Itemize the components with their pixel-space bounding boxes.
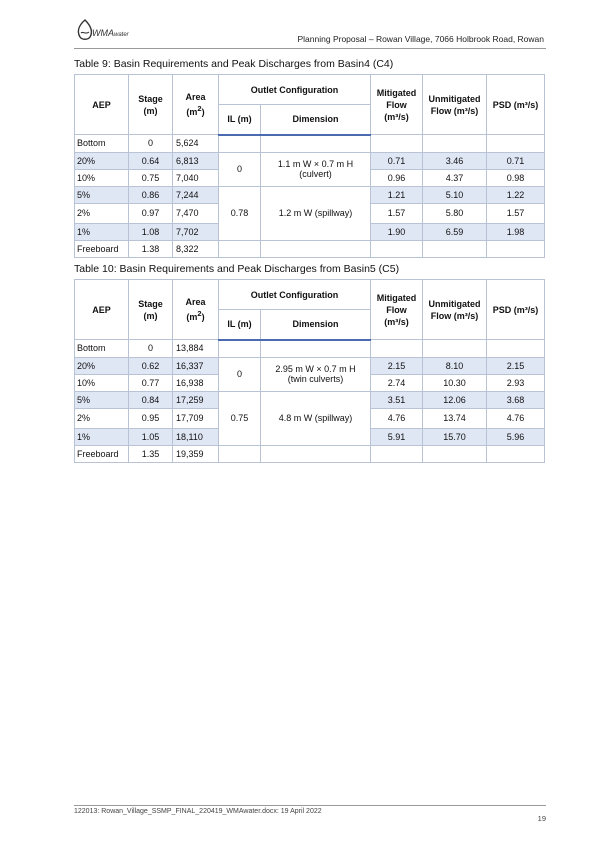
col-unmitigated: Unmitigated Flow (m³/s) bbox=[423, 75, 487, 135]
table-9-caption: Table 9: Basin Requirements and Peak Discharges from Basin4 (C4) bbox=[74, 58, 394, 70]
col-mitigated: Mitigated Flow (m³/s) bbox=[371, 75, 423, 135]
table-row: Bottom 0 13,884 bbox=[75, 340, 545, 358]
col-unmitigated: Unmitigated Flow (m³/s) bbox=[423, 280, 487, 340]
table-row: 1% 1.08 7,702 1.90 6.59 1.98 bbox=[75, 223, 545, 240]
table-row: 10% 0.75 7,040 0.96 4.37 0.98 bbox=[75, 169, 545, 186]
table-row: Bottom 0 5,624 bbox=[75, 135, 545, 153]
table-row: 5% 0.86 7,244 0.78 1.2 m W (spillway) 1.21 5.10 1.22 bbox=[75, 186, 545, 203]
outlet-il: 0 bbox=[219, 152, 261, 186]
col-area: Area $(m^2)$ bbox=[173, 75, 219, 135]
col-aep: AEP bbox=[75, 75, 129, 135]
outlet-dimension: 4.8 m W (spillway) bbox=[261, 391, 371, 445]
logo-text: WMA bbox=[92, 28, 114, 38]
page-header bbox=[74, 16, 546, 49]
table-9 bbox=[74, 74, 545, 258]
table-row: 5% 0.84 17,259 0.75 4.8 m W (spillway) 3.51 12.06 3.68 bbox=[75, 391, 545, 408]
col-outlet-config: Outlet Configuration bbox=[219, 280, 371, 310]
outlet-dimension: 1.1 m W × 0.7 m H (culvert) bbox=[261, 152, 371, 186]
table-10 bbox=[74, 279, 545, 463]
col-il: IL (m) bbox=[219, 310, 261, 340]
page-number: 19 bbox=[537, 814, 546, 823]
table-row: 1% 1.05 18,110 5.91 15.70 5.96 bbox=[75, 428, 545, 445]
col-mitigated: Mitigated Flow (m³/s) bbox=[371, 280, 423, 340]
table-10-caption: Table 10: Basin Requirements and Peak Discharges from Basin5 (C5) bbox=[74, 263, 400, 275]
page-footer bbox=[74, 805, 546, 823]
outlet-il: 0.75 bbox=[219, 391, 261, 445]
footer-document-ref: 122013: Rowan_Village_SSMP_FINAL_220419_WMAwater.docx: 19 April 2022 bbox=[74, 808, 322, 815]
col-dimension: Dimension bbox=[261, 105, 371, 135]
table-row: 20% 0.64 6,813 0 1.1 m W × 0.7 m H (culvert) 0.71 3.46 0.71 bbox=[75, 152, 545, 169]
table-row: Freeboard 1.38 8,322 bbox=[75, 240, 545, 257]
col-stage: Stage (m) bbox=[129, 75, 173, 135]
col-area: Area $(m^2)$ bbox=[173, 280, 219, 340]
company-logo bbox=[74, 18, 144, 44]
col-aep: AEP bbox=[75, 280, 129, 340]
document-title: Planning Proposal – Rowan Village, 7066 Holbrook Road, Rowan bbox=[297, 34, 544, 44]
col-outlet-config: Outlet Configuration bbox=[219, 75, 371, 105]
table-row: Freeboard 1.35 19,359 bbox=[75, 445, 545, 462]
outlet-il: 0 bbox=[219, 357, 261, 391]
col-psd: PSD (m³/s) bbox=[487, 75, 545, 135]
col-il: IL (m) bbox=[219, 105, 261, 135]
logo-subtext: water bbox=[114, 32, 129, 38]
col-dimension: Dimension bbox=[261, 310, 371, 340]
outlet-il: 0.78 bbox=[219, 186, 261, 240]
outlet-dimension: 2.95 m W × 0.7 m H (twin culverts) bbox=[261, 357, 371, 391]
table-row: 10% 0.77 16,938 2.74 10.30 2.93 bbox=[75, 374, 545, 391]
col-psd: PSD (m³/s) bbox=[487, 280, 545, 340]
table-row: 20% 0.62 16,337 0 2.95 m W × 0.7 m H (twin culverts) 2.15 8.10 2.15 bbox=[75, 357, 545, 374]
table-row: 2% 0.95 17,709 4.76 13.74 4.76 bbox=[75, 408, 545, 428]
table-row: 2% 0.97 7,470 1.57 5.80 1.57 bbox=[75, 203, 545, 223]
col-stage: Stage (m) bbox=[129, 280, 173, 340]
outlet-dimension: 1.2 m W (spillway) bbox=[261, 186, 371, 240]
